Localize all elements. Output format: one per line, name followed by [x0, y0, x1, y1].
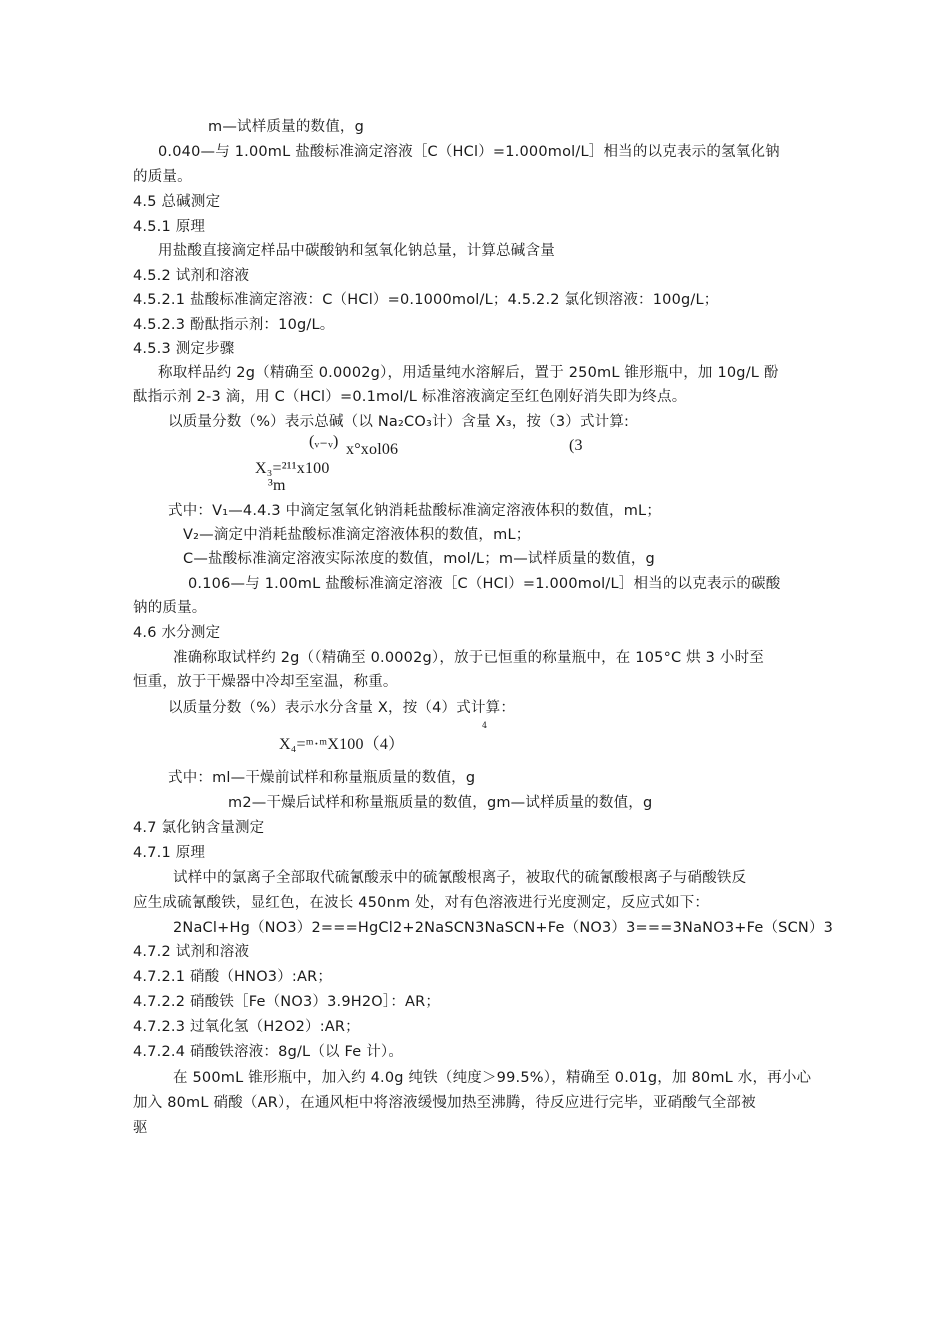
text-line: 恒重，放于干燥器中冷却至室温，称重。	[133, 674, 398, 690]
text-line: 0.040—与 1.00mL 盐酸标准滴定溶液［C（HCl）=1.000mol/L］相当的以克表示的氢氧化钠	[158, 144, 780, 160]
text-line: 4.5.2.1 盐酸标准滴定溶液：C（HCl）=0.1000mol/L；4.5.2.2 氯化钡溶液：100g/L；	[133, 292, 719, 308]
text-line: 式中：V₁—4.4.3 中滴定氢氧化钠消耗盐酸标准滴定溶液体积的数值，mL；	[168, 503, 662, 519]
text-line: 式中：ml—干燥前试样和称量瓶质量的数值，g	[168, 770, 476, 786]
formula4-mark: 4	[482, 721, 488, 730]
text-line: 4.7.2.4 硝酸铁溶液：8g/L（以 Fe 计）。	[133, 1044, 404, 1060]
text-line: 4.5.1 原理	[133, 219, 206, 235]
text-line: 应生成硫氰酸铁，显红色，在波长 450nm 处，对有色溶液进行光度测定，反应式如下：	[133, 895, 710, 911]
text-line: 4.5.2.3 酚酞指示剂：10g/L。	[133, 317, 335, 333]
formula4: X₄=ᵐ·ᵐX100（4）	[279, 736, 405, 753]
text-line: 以质量分数（%）表示水分含量 X，按（4）式计算：	[168, 700, 516, 716]
formula3-paren: (ᵥ₋ᵥ)	[309, 433, 339, 450]
text-line: 加入 80mL 硝酸（AR），在通风柜中将溶液缓慢加热至沸腾，待反应进行完毕，亚硝酸气全部被	[133, 1095, 756, 1111]
text-line: 4.6 水分测定	[133, 625, 221, 641]
text-line: 酞指示剂 2-3 滴，用 C（HCl）=0.1mol/L 标准溶液滴定至红色刚好消失即为终点。	[133, 389, 687, 405]
text-line: 在 500mL 锥形瓶中，加入约 4.0g 纯铁（纯度＞99.5%），精确至 0.01g，加 80mL 水，再小心	[173, 1070, 812, 1086]
text-line: 4.7 氯化钠含量测定	[133, 820, 265, 836]
text-line: 4.5 总碱测定	[133, 194, 221, 210]
text-line: 0.106—与 1.00mL 盐酸标准滴定溶液［C（HCl）=1.000mol/L］相当的以克表示的碳酸	[188, 576, 781, 592]
formula3-denominator: ³m	[268, 477, 286, 494]
formula3-numerator: x°xol06	[346, 441, 399, 458]
text-line: m2—干燥后试样和称量瓶质量的数值，gm—试样质量的数值，g	[228, 795, 653, 811]
text-line: m—试样质量的数值，g	[208, 119, 365, 135]
text-line: 4.7.2 试剂和溶液	[133, 944, 250, 960]
text-line: 4.7.2.1 硝酸（HNO3）:AR；	[133, 969, 333, 985]
formula3-equation-number: (3	[569, 437, 583, 454]
text-line: 以质量分数（%）表示总碱（以 Na₂CO₃计）含量 X₃，按（3）式计算:	[168, 414, 630, 430]
text-line: 的质量。	[133, 169, 192, 185]
text-line: 钠的质量。	[133, 600, 207, 616]
text-line: 4.5.2 试剂和溶液	[133, 268, 250, 284]
text-line: 驱	[133, 1120, 148, 1136]
text-line: 4.5.3 测定步骤	[133, 341, 235, 357]
text-line: 试样中的氯离子全部取代硫氰酸汞中的硫氰酸根离子，被取代的硫氰酸根离子与硝酸铁反	[173, 870, 747, 886]
text-line: 称取样品约 2g（精确至 0.0002g），用适量纯水溶解后，置于 250mL 锥形瓶中，加 10g/L 酚	[158, 365, 779, 381]
text-line: 2NaCl+Hg（NO3）2===HgCl2+2NaSCN3NaSCN+Fe（NO3）3===3NaNO3+Fe（SCN）3	[173, 920, 834, 936]
text-line: 4.7.2.2 硝酸铁［Fe（NO3）3.9H2O］：AR；	[133, 994, 441, 1010]
text-line: 准确称取试样约 2g（（精确至 0.0002g），放于已恒重的称量瓶中，在 105°C 烘 3 小时至	[173, 650, 764, 666]
text-line: 4.7.2.3 过氧化氢（H2O2）:AR；	[133, 1019, 360, 1035]
text-line: 用盐酸直接滴定样品中碳酸钠和氢氧化钠总量，计算总碱含量	[158, 243, 555, 259]
text-line: V₂—滴定中消耗盐酸标准滴定溶液体积的数值，mL；	[183, 527, 531, 543]
text-line: C—盐酸标准滴定溶液实际浓度的数值，mol/L；m—试样质量的数值，g	[183, 551, 655, 567]
text-line: 4.7.1 原理	[133, 845, 206, 861]
formula3-lhs: X₃=²¹¹x100	[255, 460, 330, 477]
